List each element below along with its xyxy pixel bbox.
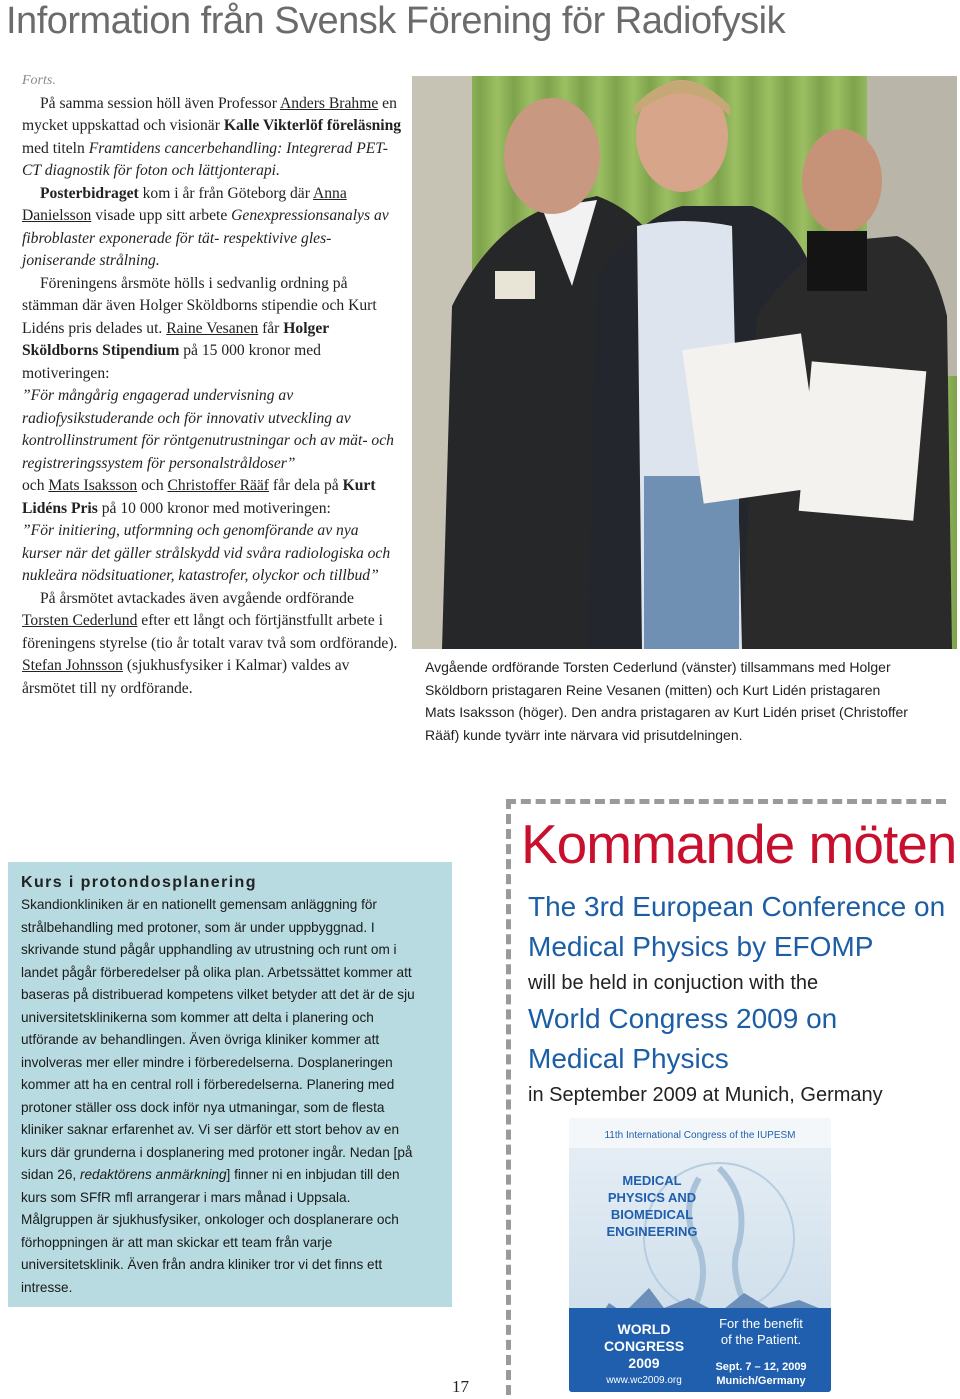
award-photo (412, 76, 957, 649)
poster-title-line: MEDICAL (622, 1173, 682, 1188)
poster-congress-line: WORLD (617, 1321, 671, 1337)
paragraph-chair: På årsmötet avtackades även avgående ordförande Torsten Cederlund efter ett långt och förtjänstfullt arbete i föreningens styrelse (tio år totalt varav två som ordförande). Stefan Johnsson (sjukhusfysiker i Kalmar) valdes av årsmötet till ny ordförande. (22, 589, 398, 697)
paragraph-annual-meeting: Föreningens årsmöte hölls i sedvanlig ordning på stämman där även Holger Sköldborns stipendie och Kurt Lidéns pris delades ut. Raine Vesanen får Holger Sköldborns Stipendium på 15 000 kronor med motiveringen: ”För mångårig engagerad undervisning av radiofysikstuderande och för innovativ utveckling av kontrollinstrument för röntgenutrustningar och av mät- och registreringssystem för personalstråldoser” och Mats Isaksson och Christoffer Rääf får dela på Kurt Lidéns Pris på 10 000 kronor med motiveringen: ”För initiering, utformning och genomförande av nya kurser när det gäller strålskydd vid svåra radiologiska och nukleära nödsituationer, katastrofer, olyckor och tillbud” (22, 274, 394, 584)
course-info-box (8, 862, 452, 1307)
editor-note: redaktörens anmärkning (79, 1167, 227, 1182)
name-link: Stefan Johnsson (22, 657, 123, 674)
name-link: Raine Vesanen (166, 319, 259, 337)
course-body: Skandionkliniken är en nationellt gemensam anläggning för strålbehandling med protoner, som är under uppbyggnad. I skrivande stund pågår upphandling av utrustning och runt om i landet pågår förberedelser på olika plan. Arbetssättet kommer att baseras på distribuerad kompetens vilket betyder att det är de sju universitetsklinikerna som kommer att delta i planering och utförande av behandlingen. Även övriga kliniker kommer att involveras mer eller mindre i förberedelserna. Dosplaneringen kommer att ha en central roll i förberedelserna. Planering med protoner ställer oss dock inför nya utmaningar, som de flesta kliniker saknar erfarenhet av. Vi ser därför ett stort behov av en kurs där grunderna i dosplanering med protoner ingår. Nedan [på sidan 26, redaktörens anmärkning] finner ni en inbjudan till den kurs som SFfR mfl arrangerar i mars månad i Uppsala. Målgruppen är sjukhusfysiker, onkologer och dosplanerare och förhoppningen är att man skickar ett team från varje universitetsklinik. Även från andra kliniker tror vi det finns ett intresse. (21, 897, 415, 1295)
name-link: Anna Danielsson (22, 184, 347, 224)
page-title: Information från Svensk Förening för Radiofysik (6, 0, 786, 42)
continued-label: Forts. (22, 73, 56, 88)
poster-slogan: For the benefit (719, 1316, 803, 1331)
paragraph-poster: Posterbidraget kom i år från Göteborg där Anna Danielsson visade upp sitt arbete Genexpressionsanalys av fibroblaster exponerade för tät- respektivive gles-joniserande strålning. (22, 184, 389, 269)
poster-slogan: of the Patient. (720, 1332, 802, 1347)
congress-poster-graphic (569, 1118, 831, 1392)
congress-poster (569, 1118, 831, 1392)
poster-congress-line: CONGRESS (603, 1338, 685, 1354)
name-link: Christoffer Rääf (167, 477, 270, 494)
conference-line: World Congress 2009 on (528, 1003, 838, 1034)
meetings-title: Kommande möten (521, 813, 957, 875)
conference-line: will be held in conjuction with the (528, 972, 819, 994)
name-link: Torsten Cederlund (22, 612, 138, 629)
photo-caption: Avgående ordförande Torsten Cederlund (vänster) tillsammans med Holger Sköldborn pristagaren Reine Vesanen (mitten) och Kurt Lidén pristagaren Mats Isaksson (höger). Den andra pristagaren av Kurt Lidén priset (Christoffer Rääf) kunde tyvärr inte närvara vid prisutdelningen. (425, 659, 908, 743)
poster-place: Munich/Germany (716, 1375, 806, 1387)
poster-header: 11th International Congress of the IUPESM (604, 1130, 796, 1141)
motivation-quote: ”För mångårig engagerad undervisning av radiofysikstuderande och för innovativ utveckling av kontrollinstrument för röntgenutrustningar och av mät- och registreringssystem för personalstråldoser” (22, 387, 394, 472)
poster-url: www.wc2009.org (606, 1375, 682, 1386)
poster-title-line: PHYSICS AND (607, 1190, 697, 1205)
paragraph-session: På samma session höll även Professor Anders Brahme en mycket uppskattad och visionär Kalle Vikterlöf föreläsning med titeln Framtidens cancerbehandling: Integrerad PET-CT diagnostik för foton och lättjonterapi. (22, 94, 402, 179)
conference-line: Medical Physics by EFOMP (528, 931, 874, 962)
conference-line: in September 2009 at Munich, Germany (528, 1084, 883, 1106)
motivation-quote: ”För initiering, utformning och genomförande av nya kurser när det gäller strålskydd vid svåra radiologiska och nukleära nödsituationer, katastrofer, olyckor och tillbud” (22, 522, 391, 584)
poster-title-line: BIOMEDICAL (610, 1207, 694, 1222)
conference-line: Medical Physics (528, 1043, 729, 1074)
course-title: Kurs i protondosplanering (21, 874, 257, 891)
name-link: Anders Brahme (279, 94, 379, 112)
award-photo-illustration (412, 76, 957, 649)
conference-line: The 3rd European Conference on (528, 891, 946, 922)
poster-congress-line: 2009 (628, 1355, 660, 1371)
meetings-announcement (528, 887, 948, 1111)
article-text (22, 70, 402, 700)
name-link: Mats Isaksson (48, 477, 138, 494)
page-number: 17 (452, 1377, 469, 1396)
poster-title-line: ENGINEERING (606, 1224, 698, 1239)
poster-dates: Sept. 7 – 12, 2009 (715, 1361, 807, 1373)
